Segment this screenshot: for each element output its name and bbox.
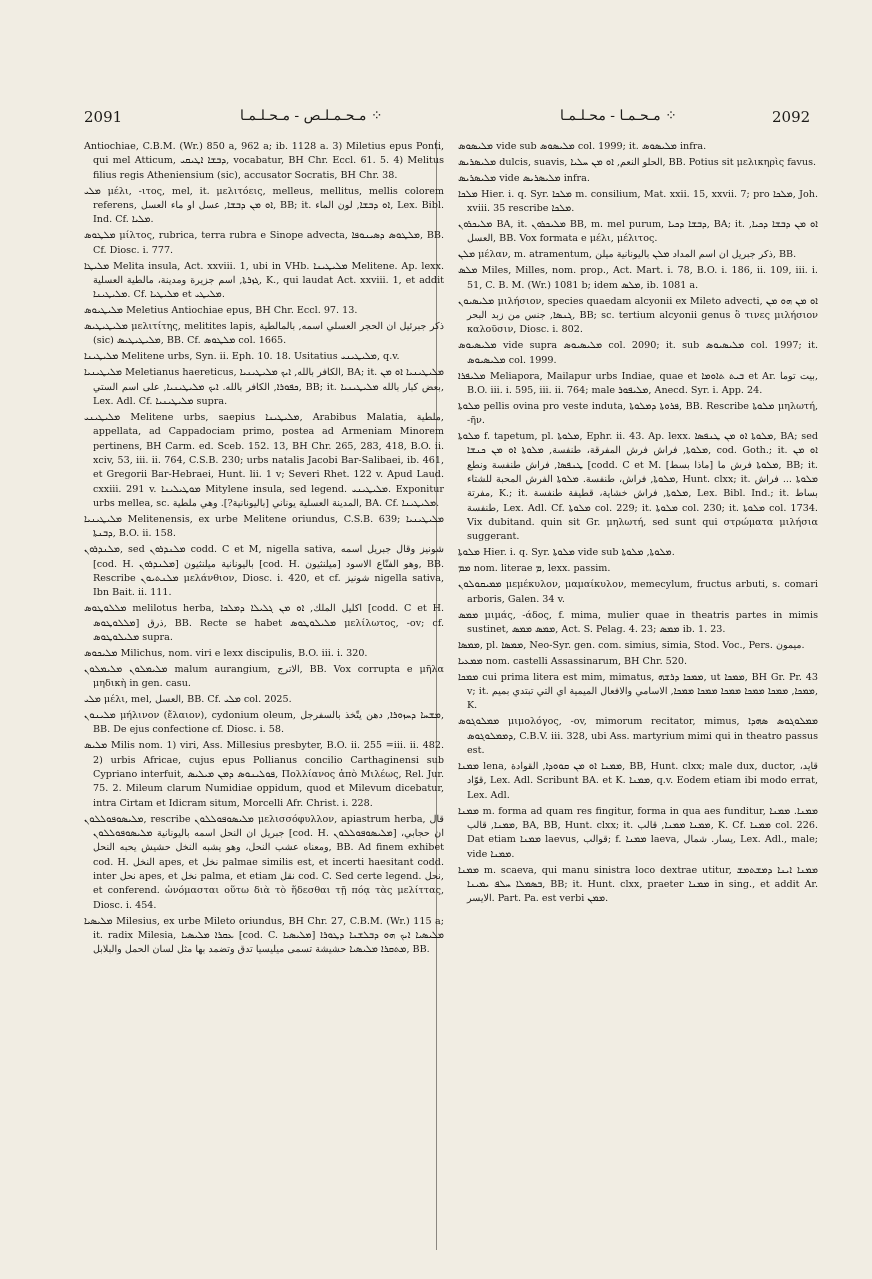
entry: ܡܡܝܩܘܠܘܢ μεμέκυλον, μαμαίκυλον, memecylum, fructus arbuti, s. comari arboris, Galen. 34 v. <box>458 579 818 605</box>
entry: ܡܠܝܢܘܢ μήλινον (ἔλαιον), cydonium oleum, ܡܫܚܐ ܕܚܙܘܪܐ, دهن يتّخذ بالسفرجل, BB. De ejus confectione cf. Diosc. i. 58. <box>84 709 444 736</box>
entry: ܡܡ nom. literae ܡ, lexx. passim. <box>458 563 611 575</box>
entry: ܡܠܝܣܝܘܣ vide supra ܡܠܝܣܝܘܣ col. 2090; it. sub ܡܠܝܣܝܘܣ col. 1997; it. ܡܠܝܣܝܘܣ col. 1999. <box>458 340 818 366</box>
right-column <box>458 140 818 908</box>
entry: ܡܠܠܘܛܘܣ melilotus herba, اكليل الملك, ܐܘ ܡܢ ܓܠܝܠܐ ܕܡܠܟܐ [codd. C et H. ܡܠܠܘܛܘܣ] ذرق, BB. Recte se habet ܡܠܝܠܘܛܘܣ μελίλωτος, -ov; cf. ܡܠܝܠܘܛܘܣ supra. <box>84 603 444 643</box>
left-page-number: 2091 <box>84 108 123 126</box>
entry: ܡܠܝܡܠܘܢ ܡܠܝܡܠܘܢ malum aurangium, الاترج, BB. Vox corrupta e μῆλα μηδικὴ in gen. casu. <box>84 663 444 690</box>
entry: ܡܡܣ μιμάς, -άδος, f. mima, mulier quae in theatris partes in mimis sustinet, ܡܡܣ ܡܡܣ, Act. S. Pelag. 4. 23; ܡܡܣ ib. 1. 23. <box>458 609 818 635</box>
entry: ܡܠܝܣܝܘܢ μιλήσιον, species quaedam alcyonii ex Mileto advecti, ܐܘ ܡܢ ܗܘ ܡܢ ܓܢܣܐ, جنس من زبد البحر, BB; sc. tertium alcyonii genus ὃ τινες μιλήσιον καλοῦσιν, Diosc. i. 802. <box>458 295 819 336</box>
entry: ܡܠܝܛܝܘܣ Meletius Antiochiae epus, BH Chr. Eccl. 97. 13. <box>84 305 358 317</box>
entry: ܡܠܝܟܘܣ Milichus, nom. viri e lexx discipulis, B.O. iii. i. 320. <box>84 647 368 659</box>
entry: ܡܠܟܐ Hier. i. q. Syr. ܡܠܟܐ m. consilium, Mat. xxii. 15, xxvii. 7; pro ܡܠܟܐ, Joh. xviii. 35 rescribe ܡܠܟܐ. <box>458 188 819 215</box>
entry: ܡܠܝܛܐ Melita insula, Act. xxviii. 1, ubi in VHb. ܡܠܝܛܝܢܐ Melitene. Ap. lexx. ܓܙܪܬܐ, اسم جزيرة ومدينة، مالطية العسلية, K., qui laudat Act. xxviii. 1, et addit ܡܠܝܛܝܢܐ. Cf. ܡܠܝܛܝܐ et ܡܠܝܛܝ. <box>84 260 444 301</box>
entry: ܡܠܝܣܘܣ vide sub ܡܠܝܣܘܣ col. 1999; it. ܡܠܝܣܘܣ infra. <box>458 141 707 152</box>
entry: ܡܠܢܕܪܘܢ, sed ܡܠܢܕܪܘܢ codd. C et M, nigella sativa, شونيز وقال جبريل اسمه [cod. H. ܡܠܢܕܪܘܢ] باليونانية ميلنثيون [cod. H. ميلنثيون] وهو الفنّاع الاسود, BB. Rescribe ܡܠܢܬܝܘܢ μελάνθιον, Diosc. i. 420, et cf. شونيز nigella sativa, Ibn Bait. ii. 111. <box>84 544 445 599</box>
entry: ܡܠܛܘܣ μίλτος, rubrica, terra rubra e Sinope advecta, ܡܠܛܘܣ ܕܣܝܢܘܦܐ, BB. Cf. Diosc. i. 777. <box>84 230 444 256</box>
entry: ܡܡܢܐ m. forma ad quam res fingitur, forma in qua aes funditur, ܡܡܢܐ. ܡܡܢܐ ܡܡܢܐ, قالب, BA, BB, Hunt. clxx; it. ܡܡܢܐ ܡܡܢܐ, قالب, K. Cf. ܡܡܢܐ col. 226. Dat etiam ܡܡܢܐ laevus, قوالب; f. ܡܡܢܐ laeva, يسار. شمال, Lex. Adl., male; vide ܡܡܢܐ. <box>458 805 819 860</box>
entry: ܡܠܝܛܝܛܝܣ μελιτίτης, melitites lapis, ذكر جبرئيل ان الحجر العسلي اسمه, بالمالطية (sic) ܡܠܝܛܝܛܝܣ, BB. Cf. ܡܠܛܘܣ col. 1665. <box>84 321 444 347</box>
entry: ܡܡܣܐ, pl. ܡܡܣܐ, Neo-Syr. gen. com. simius, simia, Stod. Voc., Pers. ميمون. <box>458 639 805 651</box>
entry: ܡܠܝܛܝܢܝ Melitene urbs, saepius ܡܠܝܛܝܢܐ, Arabibus Malatia, ملطية, appellata, ad Cappadociam primo, postea ad Armeniam Minorem pertinens, BH Carm. ed. Sceb. 152. 13, BH Chr. 265, 283, 418, B.O. ii. xciv, 53, iii. ii. 764, C.S.B. 230; urbs natalis Jacobi Bar-Salibaei, ib. 461, et Gregorii Bar-Hebraei, Hunt. lii. 1 v; Severi Rhet. 122 v. Apud Laud. cxxiii. 291 v. ܡܘܛܝܠܝܢܐ Mitylene insula, sed legend. ܡܠܝܛܝܢܝ. Exponitur urbs mellea, sc. المدينة العسلية يوناني [باليونانية?]. وهي ملطية, BA. Cf. ܡܠܝܛܝܢܐ. <box>84 411 444 509</box>
entry: ܡܠܝܟܪܘܢ BA, it. ܡܠܝܟܪܘܢ BB, m. mel purum, ܕܒܫܐ ܕܟܝܐ, BA; it. ܐܘ ܡܢ ܕܒܫܐ ܕܟܝܐ, العسل, BB. Vox formata e μέλι, μέλιτος. <box>458 219 818 245</box>
entry: ܡܡܢܐ lena, ܡܡܢܐ ܐܘ ܡܢ ܩܘܘܕܐ, القوادة, BB, Hunt. clxx; male dux, ductor, قايد، قوّاد, Lex. Adl. Scribunt BA. et K. ܡܡܢܐ, q.v. Eodem etiam ibi modo errat, Lex. Adl. <box>458 760 819 801</box>
entry: ܡܡܥܝܐ nom. castelli Assassinarum, BH Chr. 520. <box>458 655 688 667</box>
entry: ܡܠܝ μέλι, -ιτος, mel, it. μελιτόεις, melleus, mellitus, mellis colorem referens, ܐܘ ܡܢ ܕܒܫܐ, عسل او ماء العسل, BB; it. ܐܘ ܕܒܫܐ, لون الماء, Lex. Bibl. Ind. Cf. ܡܠܝܐ. <box>84 185 444 226</box>
entry: ܡܠܝܣܪܝܣ dulcis, suavis, الحلو النعم, ܐܘ ܡܢ ܚܠܝܐ, BB. Potius sit μελικηρὶς favus. <box>458 156 817 168</box>
entry: ܡܠܝܣܘܦܘܠܠܘܢ, rescribe ܡܠܝܣܘܦܘܠܠܘܢ μελισσόφυλλον, apiastrum herba, قال جبريل ان النحل اسمه باليونانية ܡܠܝܣܘܦܘܠܠܘܢ [cod. H. ܡܠܝܣܘܦܘܠܠܘܢ] ان حجابي، ومعناه عشب النحل، وهو يشبه النخل حشيش يحبه النحل, BB. Ad finem exhibet cod. H. النخل apes, et نخل palmae similis est, et incerti haesitant codd. inter نحل apes, et نخل palma, et etiam نقل cod. C. Sed certe legend. نحل, et conferend. ὠνόμασται οὕτω διὰ τὸ ἥδεσθαι τῇ πόᾳ τὰς μελίττας, Diosc. i. 454. <box>84 813 444 911</box>
entry: ܡܠܘܬܐ pellis ovina pro veste induta, ܦܪܘܬܐ ܕܡܠܘܬܐ, BB. Rescribe ܡܠܘܬܐ μηλωτή, -ῆν. <box>458 400 818 427</box>
entry: ܡܡܟܐ cui prima litera est mim, mimatus, ܡܡܟܐ ܕܪܫܗ, ut ܡܡܟܐ, BH Gr. Pr. 43 v; it. ܡܡܟܐ, ܡܡܟܐ ܡܡܟܐ ܡܡܟܐ ܡܡܟܐ ܡܡܟܐ, الاسامي والافعال الميمية اي التي تبتدي بميم, K. <box>458 671 819 712</box>
left-column <box>84 140 444 959</box>
entry: ܡܠܝ μέλι, mel, العسل, BB. Cf. ܡܠܝ col. 2025. <box>84 694 292 706</box>
entry: Antiochiae, C.B.M. (Wr.) 850 a, 962 a; ib. 1128 a. 3) Miletius epus Ponti, qui mel Atticum, ܕܒܫܐ ܐܛܝܩܝ, vocabatur, BH Chr. Eccl. 61. 5. 4) Melitus filius regis Atheniensium (sic), accusator Socratis, BH Chr. 38. <box>84 141 444 181</box>
entry: ܡܠܘܬܐ f. tapetum, pl. ܡܠܘܬܐ, Ephr. ii. 43. Ap. lexx. ܡܠܘܬܐ ܐܘ ܡܢ ܛܢܦܣܐ, BA; sed ܡܠܘܬܐ, فراش فرش المفرقة، طنفسة, ܡܠܘܬܐ ܐܘ ܡܢ ܟܢܫܐ, cod. Goth.; it. ܐܘ ܡܢ ܛܢܦܣܐ, فراش طنفسة ونطع [codd. C et M. ܡܠܘܬܐ فرش ما [ماذا بسط], BB; it. ܡܠܘܬܐ, فراش، طنفسة. ܡܠܘܬܐ الفرش المحبة للشتاء, Hunt. clxx; it. ܡܠܘܬܐ ... فراش مفرتة, K.; it. ܡܠܘܬܐ, فراش خشاية، قطيفة طنفسة, Lex. Bibl. Ind.; it. بساط طنفسة, Lex. Adl. Cf. ܡܠܘܬܐ col. 229; it. ܡܠܘܬܐ col. 230; it. ܡܠܘܬܐ col. 1734. Vix dubitand. quin sit Gr. μηλωτή, sed sunt qui στρώματα μιλήσια suggerant. <box>458 431 819 543</box>
entry: ܡܠܝܣ Milis nom. 1) viri, Ass. Millesius presbyter, B.O. ii. 255 =iii. ii. 482. 2) urbis Africae, cujus epus Pollianus concilio Carthaginensi sub Cypriano interfuit, ܦܘܠܝܢܘܣ ܕܡܢ ܡܝܠܝܣ, Πολλίανος ἀπὸ Μιλέως, Rel. Jur. 75. 2. Mileum clarum Numidiae oppidum, quod et Milevum dicebatur, intra Cirtam et Idicram situm, Morcelli Afr. Christ. i. 228. <box>84 740 444 809</box>
entry: ܡܡܠܘܓܘܣ μιμολόγος, -ov, mimorum recitator, mimus, ܡܡܠܘܓܘܣ ܣܗܕܐ ܕܡܡܠܘܓܘܣ, C.B.V. iii. 328, ubi Ass. martyrium mimi qui in theatro passus est. <box>458 716 819 757</box>
entry: ܡܠܝܣܝܐ Milesius, ex urbe Mileto oriundus, BH Chr. 27, C.B.M. (Wr.) 115 a; it. radix Milesia, ܥܩܪܐ ܡܠܝܣܝܐ [cod. C. ܡܠܝܣܝܐ] ܡܠܝܣܝܐ ܐܝܟ ܗܘ ܕܒܠܫܢܐ ܕܛܘܪܐ ܡܬܩܪܐ ܡܠܝܣܝܐ حشيشة تسمى ميليسيا تدق وتضمد بها مثل لسان الحمل والبلابل, BB. <box>84 915 444 956</box>
entry: ܡܠܝܛܝܢܐ Melitene urbs, Syn. ii. Eph. 10. 18. Usitatius ܡܠܝܛܝܢܝ, q.v. <box>84 351 400 363</box>
entry: ܡܠܝܛܝܢܝܐ Melitenensis, ex urbe Melitene oriundus, C.S.B. 639; ܡܠܝܛܝܢܝܐ ܕܒܢܬܐ, B.O. ii. 158. <box>84 513 444 540</box>
entry: ܡܠܣ Miles, Milles, nom. prop., Act. Mart. i. 78, B.O. i. 186, ii. 109, iii. i. 51, C. B. M. (Wr.) 1081 b; idem ܡܠܣ, ib. 1081 a. <box>458 265 818 291</box>
right-running-title: ⁘ مـحـمـا - محـلـمـا <box>560 108 677 124</box>
right-page-number: 2092 <box>772 108 811 126</box>
entry: ܡܠܝܛܝܢܝܐ Meletianus haereticus, الكافر بالله, ܐܝܟ ܡܠܝܛܝܢܝܐ, BA; it. ܡܠܝܛܝܢܝܐ ܐܘ ܡܢ ܟܦܘܪܐ, الكافر بالله. ܐܝܟ ܡܠܝܛܝܢܝܐ, على اسم الستي, BB; it. بعض كبار بالله ܡܠܝܛܝܢܝܐ, Lex. Adl. Cf. ܡܠܝܛܝܢܝܐ supra. <box>84 367 445 407</box>
left-running-title: ⁘ مـحـمـلـص - مـحـلـمـا <box>240 108 383 124</box>
entry: ܡܠܘܬܐ Hier. i. q. Syr. ܡܠܘܬܐ vide sub ܡܠܘܬܐ, ܡܠܘܬܐ. <box>458 547 675 559</box>
entry: ܡܡܢܐ m. scaeva, qui manu sinistra loco dextrae utitur, ܡܡܢܐ ܐܝܢܐ ܕܡܫܬܡܫ ܒܣܡܠܐ ܚܠܦ ܝܡܝܢܐ, BB; it. Hunt. clxx, praeter ܡܡܢܐ in sing., et addit Ar. الايسر. Part. Pa. est verbi ܡܡܢ. <box>458 864 818 905</box>
entry: ܡܠܢ μέλαν, m. atramentum, ذكر جبريل ان اسم المداد ܡܠܢ باليونانية ميلن, BB. <box>458 249 797 261</box>
entry: ܡܠܝܣܪܝܣ vide ܡܠܝܣܪܝܣ infra. <box>458 172 590 184</box>
entry: ܡܠܝܦܪܐ Meliapora, Mailapur urbs Indiae, quae et ܒܝܬ ܬܐܘܡܐ et Ar. بيت توما, B.O. iii. i. 595, iii. ii. 764; male ܡܠܝܦܘܪ, Anecd. Syr. i. App. 24. <box>458 370 818 396</box>
